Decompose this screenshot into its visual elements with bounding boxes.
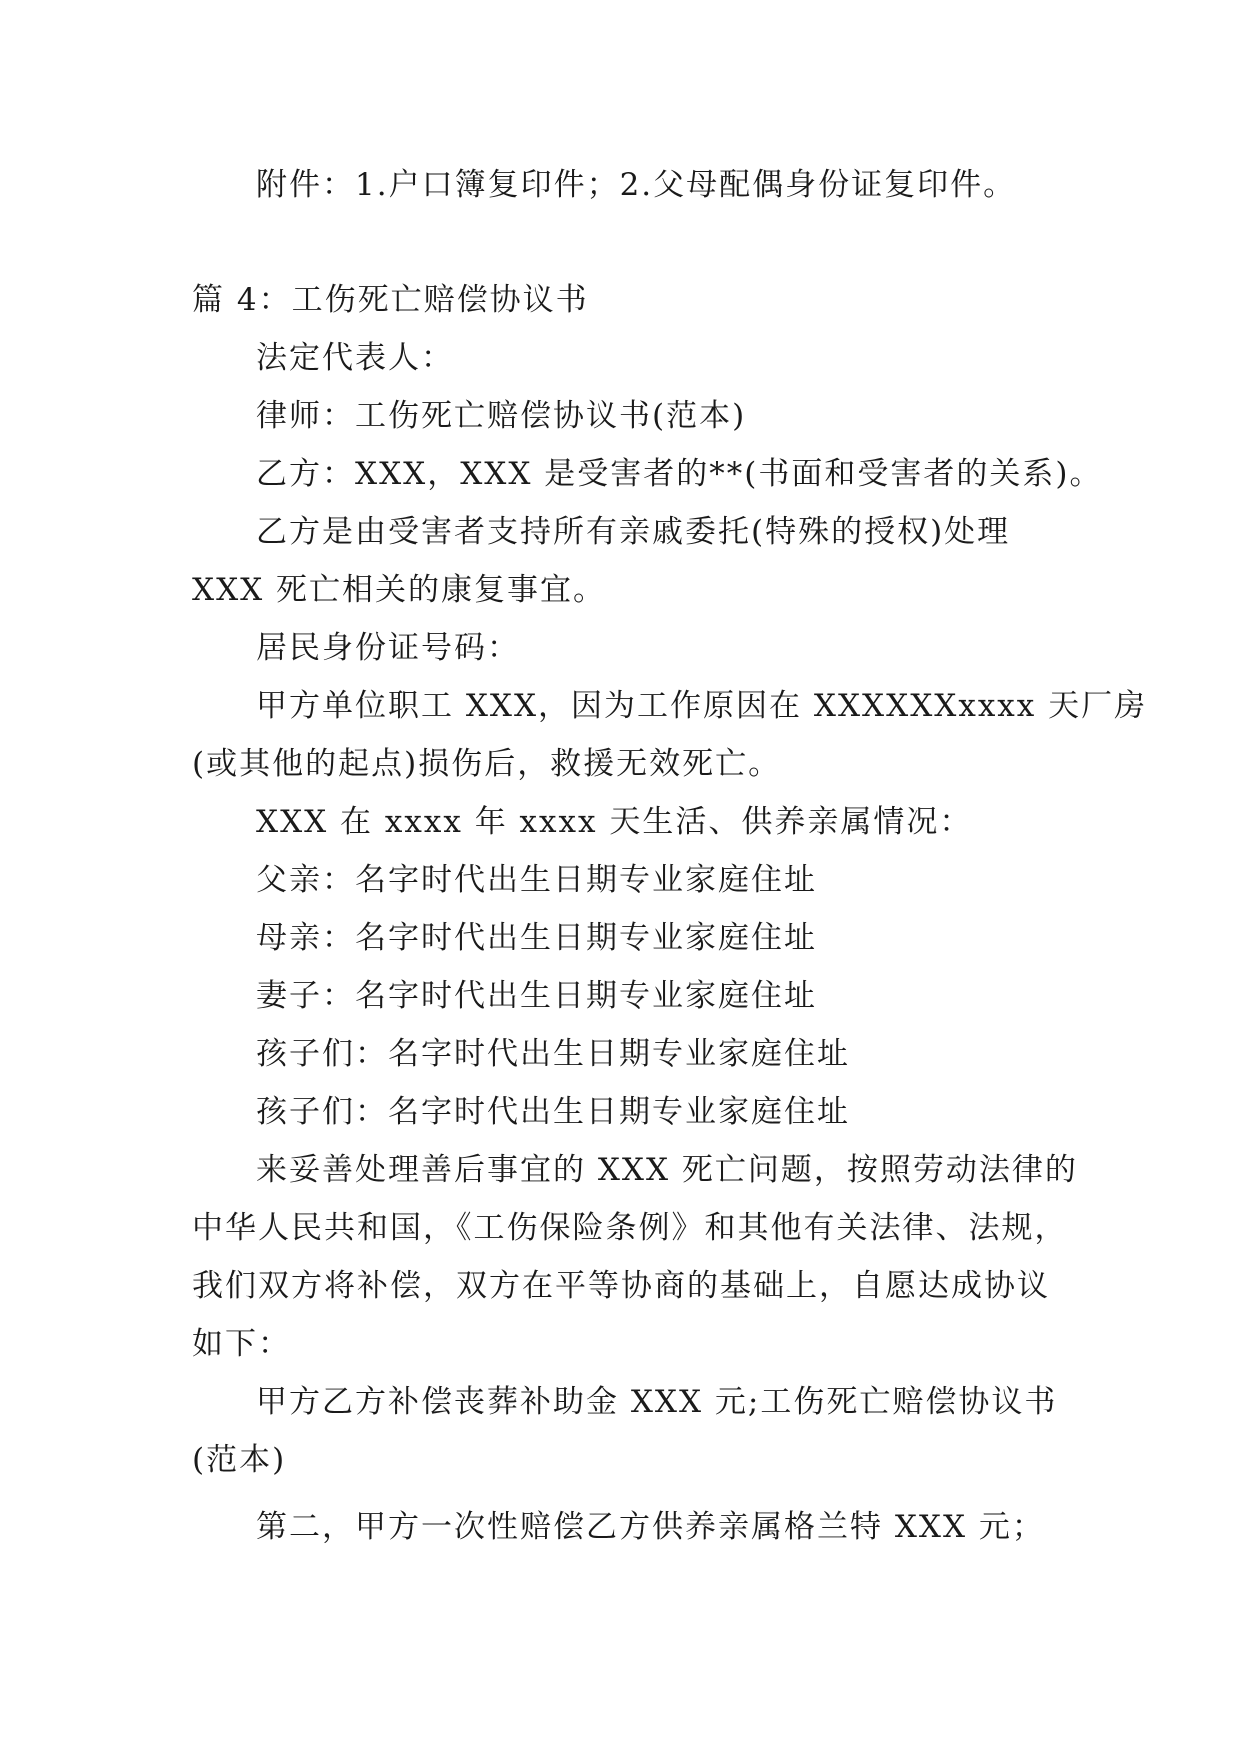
text-line: 第二，甲方一次性赔偿乙方供养亲属格兰特 XXX 元；	[256, 1509, 1045, 1545]
text-line: 法定代表人：	[256, 340, 454, 376]
text-line: XXX 在 xxxx 年 xxxx 天生活、供养亲属情况：	[256, 804, 973, 840]
relative-line-wife: 妻子：名字时代出生日期专业家庭住址	[256, 978, 817, 1014]
text-line: XXX 死亡相关的康复事宜。	[192, 572, 607, 608]
text-line: 来妥善处理善后事宜的 XXX 死亡问题，按照劳动法律的	[256, 1152, 1078, 1188]
text-line: 我们双方将补偿，双方在平等协商的基础上，自愿达成协议	[192, 1268, 1050, 1304]
section-title: 篇 4：工伤死亡赔偿协议书	[192, 282, 589, 318]
text-line: 甲方单位职工 XXX，因为工作原因在 XXXXXXxxxx 天厂房	[256, 688, 1148, 724]
text-line: 律师：工伤死亡赔偿协议书(范本)	[256, 398, 747, 434]
text-line: 中华人民共和国，《工伤保险条例》和其他有关法律、法规，	[192, 1210, 1068, 1246]
text-line: (或其他的起点)损伤后，救援无效死亡。	[192, 746, 782, 782]
relative-line-children: 孩子们：名字时代出生日期专业家庭住址	[256, 1036, 850, 1072]
text-line: 乙方：XXX，XXX 是受害者的**(书面和受害者的关系)。	[256, 456, 1103, 492]
text-line: 居民身份证号码：	[256, 630, 520, 666]
relative-line-father: 父亲：名字时代出生日期专业家庭住址	[256, 862, 817, 898]
relative-line-children: 孩子们：名字时代出生日期专业家庭住址	[256, 1094, 850, 1130]
attachment-line: 附件：1.户口簿复印件；2.父母配偶身份证复印件。	[256, 167, 1017, 203]
text-line: 如下：	[192, 1326, 291, 1362]
text-line: 甲方乙方补偿丧葬补助金 XXX 元;工伤死亡赔偿协议书	[256, 1384, 1058, 1420]
relative-line-mother: 母亲：名字时代出生日期专业家庭住址	[256, 920, 817, 956]
text-line: 乙方是由受害者支持所有亲戚委托(特殊的授权)处理	[256, 514, 1011, 550]
text-line: (范本)	[192, 1442, 287, 1478]
